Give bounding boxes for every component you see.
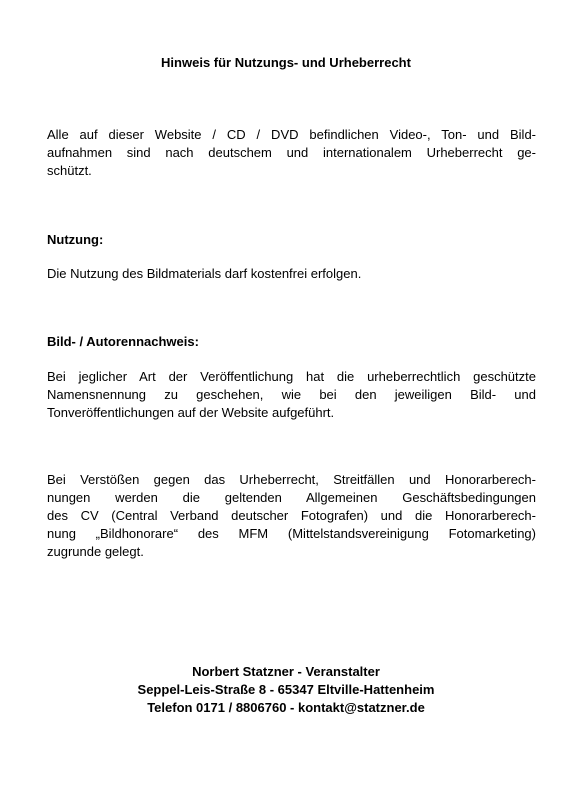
nutzung-text: Die Nutzung des Bildmaterials darf kostenfrei erfolgen. [47, 266, 362, 281]
nachweis-paragraph [47, 368, 536, 422]
footer-address: Seppel-Leis-Straße 8 - 65347 Eltville-Hattenheim [137, 682, 435, 697]
contact-footer [0, 663, 572, 717]
nachweis-line: Namensnennung zu geschehen, wie bei den jeweiligen Bild- und [47, 387, 536, 402]
verstoss-line: zugrunde gelegt. [47, 544, 144, 559]
verstoss-line: nung „Bildhonorare“ des MFM (Mittelstandsvereinigung Fotomarketing) [47, 526, 536, 541]
nutzung-paragraph [47, 265, 536, 283]
nachweis-heading: Bild- / Autorennachweis: [47, 334, 199, 349]
nutzung-heading: Nutzung: [47, 232, 104, 247]
nachweis-line: Bei jeglicher Art der Veröffentlichung hat die urheberrechtlich geschützte [47, 369, 536, 384]
intro-line: schützt. [47, 163, 92, 178]
verstoss-line: des CV (Central Verband deutscher Fotografen) und die Honorarberech- [47, 508, 536, 523]
intro-line: Alle auf dieser Website / CD / DVD befindlichen Video-, Ton- und Bild- [47, 127, 536, 142]
verstoss-paragraph [47, 471, 536, 561]
footer-contact: Telefon 0171 / 8806760 - kontakt@statzner.de [147, 700, 425, 715]
verstoss-line: nungen werden die geltenden Allgemeinen Geschäftsbedingungen [47, 490, 536, 505]
document-title: Hinweis für Nutzungs- und Urheberrecht [161, 55, 411, 70]
intro-paragraph [47, 126, 536, 180]
verstoss-line: Bei Verstößen gegen das Urheberrecht, Streitfällen und Honorarberech- [47, 472, 536, 487]
intro-line: aufnahmen sind nach deutschem und internationalem Urheberrecht ge- [47, 145, 536, 160]
footer-organizer-name: Norbert Statzner - Veranstalter [192, 664, 380, 679]
nachweis-line: Tonveröffentlichungen auf der Website aufgeführt. [47, 405, 335, 420]
